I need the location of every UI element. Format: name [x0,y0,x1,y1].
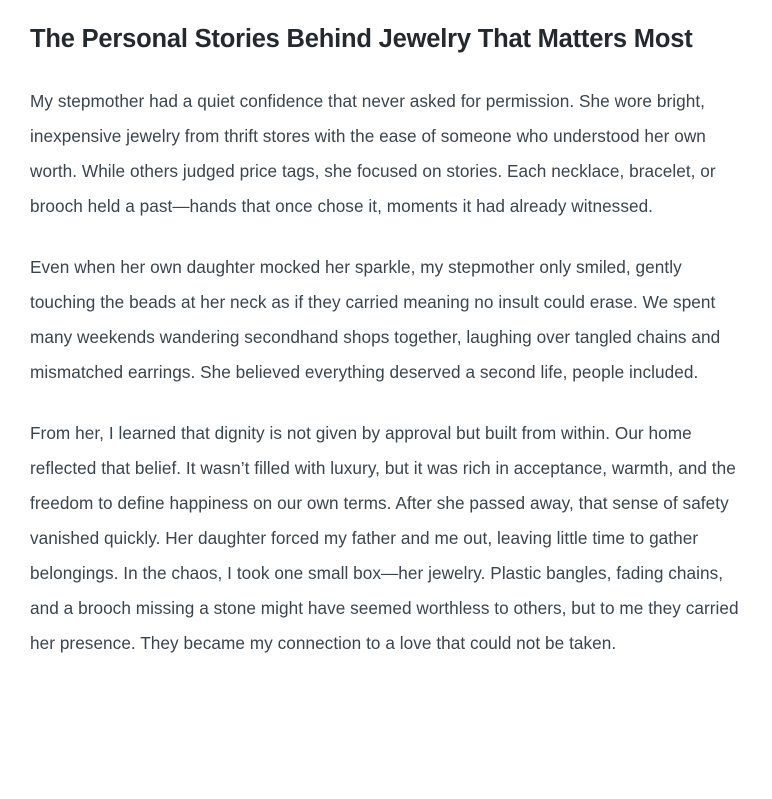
page-title: The Personal Stories Behind Jewelry That Matters Most [30,25,693,53]
article-paragraph: My stepmother had a quiet confidence that never asked for permission. She wore bright, inexpensive jewelry from thrift stores with the ease of someone who understood her own worth. While others judged price tags, she focused on stories. Each necklace, bracelet, or brooch held a past—hands that once chose it, moments it had already witnessed. [30,90,716,216]
article-body [30,84,742,661]
article-paragraph: From her, I learned that dignity is not given by approval but built from within. Our home reflected that belief. It wasn’t filled with luxury, but it was rich in acceptance, warmth, and the freedom to define happiness on our own terms. After she passed away, that sense of safety vanished quickly. Her daughter forced my father and me out, leaving little time to gather belongings. In the chaos, I took one small box—her jewelry. Plastic bangles, fading chains, and a brooch missing a stone might have seemed worthless to others, but to me they carried her presence. They became my connection to a love that could not be taken. [30,422,739,653]
article-paragraph: Even when her own daughter mocked her sparkle, my stepmother only smiled, gently touching the beads at her neck as if they carried meaning no insult could erase. We spent many weekends wandering secondhand shops together, laughing over tangled chains and mismatched earrings. She believed everything deserved a second life, people included. [30,256,721,382]
